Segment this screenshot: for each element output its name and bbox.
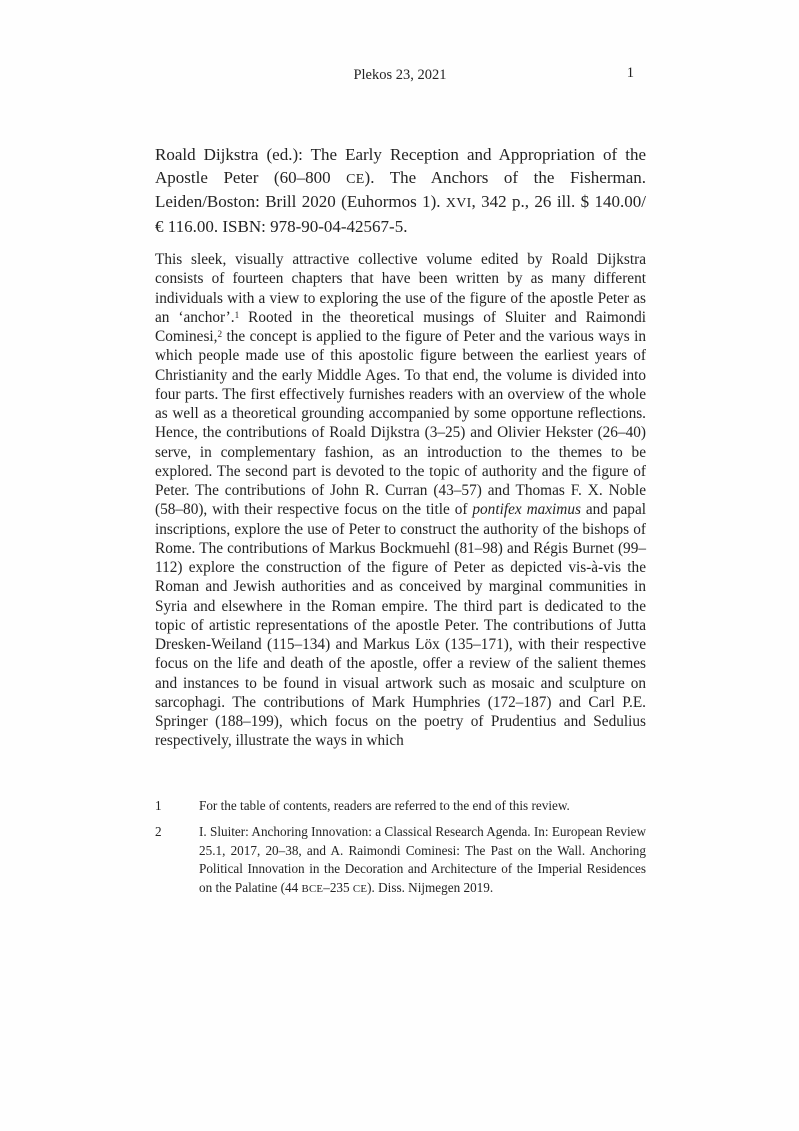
footnote <box>155 823 646 899</box>
text-segment: For the table of contents, readers are referred to the end of this review. <box>199 798 570 813</box>
text-segment: the concept is applied to the figure of Peter and the various ways in which people made use of this apostolic figure between the earliest years of Christianity and the early Middle Ages. To that end, the volume is divided into four parts. The first effectively furnishes readers with an overview of the whole as well as a theoretical grounding accompanied by some opportune reflections. Hence, the contributions of Roald Dijkstra (3–25) and Olivier Hekster (26–40) serve, in complementary fashion, as an introduction to the themes to be explored. The second part is devoted to the topic of authority and the figure of Peter. The contributions of John R. Curran (43–57) and Thomas F. X. Noble (58–80), with their respective focus on the title of <box>155 328 646 519</box>
footnote-text <box>199 823 646 899</box>
footnote-reference: 2 <box>217 328 223 339</box>
text-segment: CE <box>346 171 365 187</box>
text-segment: ). The Anchors of the Fisherman. Leiden/Boston: Brill 2020 (Euhormos 1). <box>155 167 646 211</box>
footnote-text <box>199 797 646 816</box>
text-segment: Roald Dijkstra (ed.): The Early Reception and Appropriation of the Apostle Peter (60–800 <box>155 145 646 187</box>
text-segment: CE <box>352 883 368 896</box>
journal-header: Plekos 23, 2021 <box>353 67 447 83</box>
footnote-number: 1 <box>155 798 162 813</box>
text-segment: –235 <box>323 880 353 896</box>
footnote <box>155 797 646 816</box>
review-body-paragraph <box>155 250 646 751</box>
footnotes-section <box>155 797 646 899</box>
book-citation-heading <box>155 144 646 238</box>
text-segment: I. Sluiter: Anchoring Innovation: a Classical Research Agenda. In: European Review 25.1, 2017, 20–38, and A. Raimondi Cominesi: The Past on the Wall. Anchoring Political Innovation in the Decoration and Architecture of the Imperial Residences on the Palatine (44 <box>199 823 646 896</box>
footnote-number: 2 <box>155 823 162 839</box>
text-segment: , 342 p., 26 ill. $ 140.00/ € 116.00. ISBN: 978-90-04-42567-5. <box>155 192 646 236</box>
page-number: 1 <box>626 65 634 81</box>
text-segment: XVI <box>445 196 472 211</box>
text-segment: and papal inscriptions, explore the use of Peter to construct the authority of the bishops of Rome. The contributions of Markus Bockmuehl (81–98) and Régis Burnet (99–112) explore the construction of the figure of Peter as depicted vis-à-vis the Roman and Jewish authorities and as conceived by marginal communities in Syria and elsewhere in the Roman empire. The third part is dedicated to the topic of artistic representations of the apostle Peter. The contributions of Jutta Dresken-Weiland (115–134) and Markus Löx (135–171), with their respective focus on the life and death of the apostle, offer a review of the salient themes and instances to be found in visual artwork such as mosaic and sculpture on sarcophagi. The contributions of Mark Humphries (172–187) and Carl P.E. Springer (188–199), which focus on the poetry of Prudentius and Sedulius respectively, illustrate the ways in which <box>155 501 646 750</box>
text-segment: Rooted in the theoretical musings of Sluiter and Raimondi Cominesi, <box>155 308 646 345</box>
text-segment: This sleek, visually attractive collective volume edited by Roald Dijkstra consists of fourteen chapters that have been written by as many different individuals with a view to exploring the use of the figure of the apostle Peter as an ‘anchor’. <box>155 251 646 326</box>
footnote-reference: 1 <box>234 309 240 320</box>
text-segment: pontifex maximus <box>472 501 581 519</box>
text-segment: BCE <box>301 883 324 896</box>
text-segment: ). Diss. Nijmegen 2019. <box>367 880 494 896</box>
